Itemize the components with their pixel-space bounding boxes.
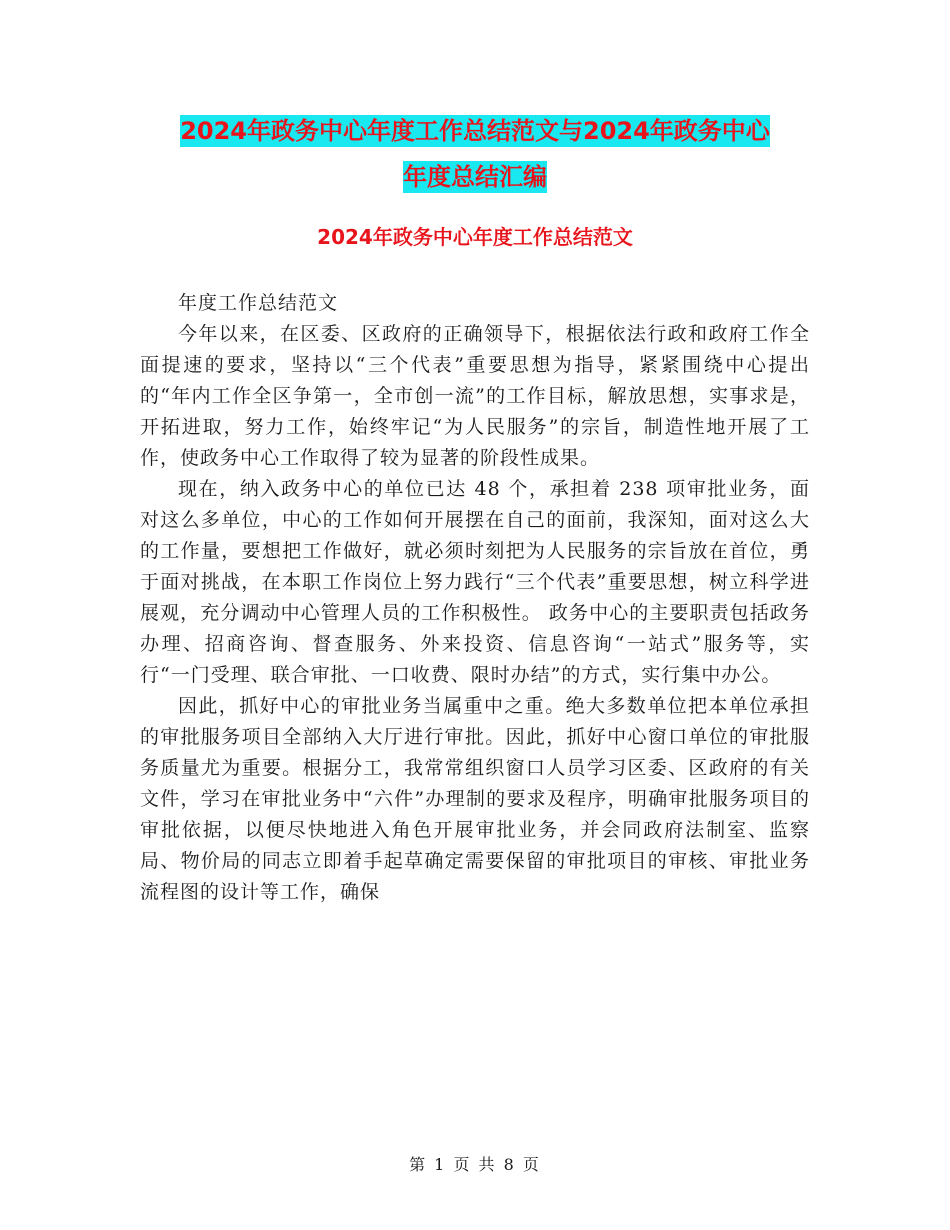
paragraph: 年度工作总结范文 [178, 292, 339, 314]
page-footer: 第 1 页 共 8 页 [409, 1155, 541, 1174]
body-text [140, 288, 810, 908]
main-title [100, 108, 850, 200]
main-title-line2: 年度总结汇编 [403, 163, 547, 191]
main-title-line1: 2024年政务中心年度工作总结范文与2024年政务中心 [180, 117, 770, 145]
paragraph: 现在，纳入政务中心的单位已达 48 个，承担着 238 项审批业务，面对这么多单位，中心的工作如何开展摆在自己的面前，我深知，面对这么大的工作量，要想把工作做好，就必须时刻把为人民服务的宗旨放在首位，勇于面对挑战，在本职工作岗位上努力践行“三个代表”重要思想，树立科学进展观，充分调动中心管理人员的工作积极性。 政务中心的主要职责包括政务办理、招商咨询、督查服务、外来投资、信息咨询“一站式”服务等，实行“一门受理、联合审批、一口收费、限时办结”的方式，实行集中办公。 [140, 478, 810, 686]
paragraph: 因此，抓好中心的审批业务当属重中之重。绝大多数单位把本单位承担的审批服务项目全部纳入大厅进行审批。因此，抓好中心窗口单位的审批服务质量尤为重要。根据分工，我常常组织窗口人员学习区委、区政府的有关文件，学习在审批业务中“六件”办理制的要求及程序，明确审批服务项目的审批依据，以便尽快地进入角色开展审批业务，并会同政府法制室、监察局、物价局的同志立即着手起草确定需要保留的审批项目的审核、审批业务流程图的设计等工作，确保 [140, 695, 810, 903]
paragraph: 今年以来，在区委、区政府的正确领导下，根据依法行政和政府工作全面提速的要求，坚持以“三个代表”重要思想为指导，紧紧围绕中心提出的“年内工作全区争第一，全市创一流”的工作目标，解放思想，实事求是，开拓进取，努力工作，始终牢记“为人民服务”的宗旨，制造性地开展了工作，使政务中心工作取得了较为显著的阶段性成果。 [140, 323, 810, 469]
section-title: 2024年政务中心年度工作总结范文 [317, 225, 633, 249]
